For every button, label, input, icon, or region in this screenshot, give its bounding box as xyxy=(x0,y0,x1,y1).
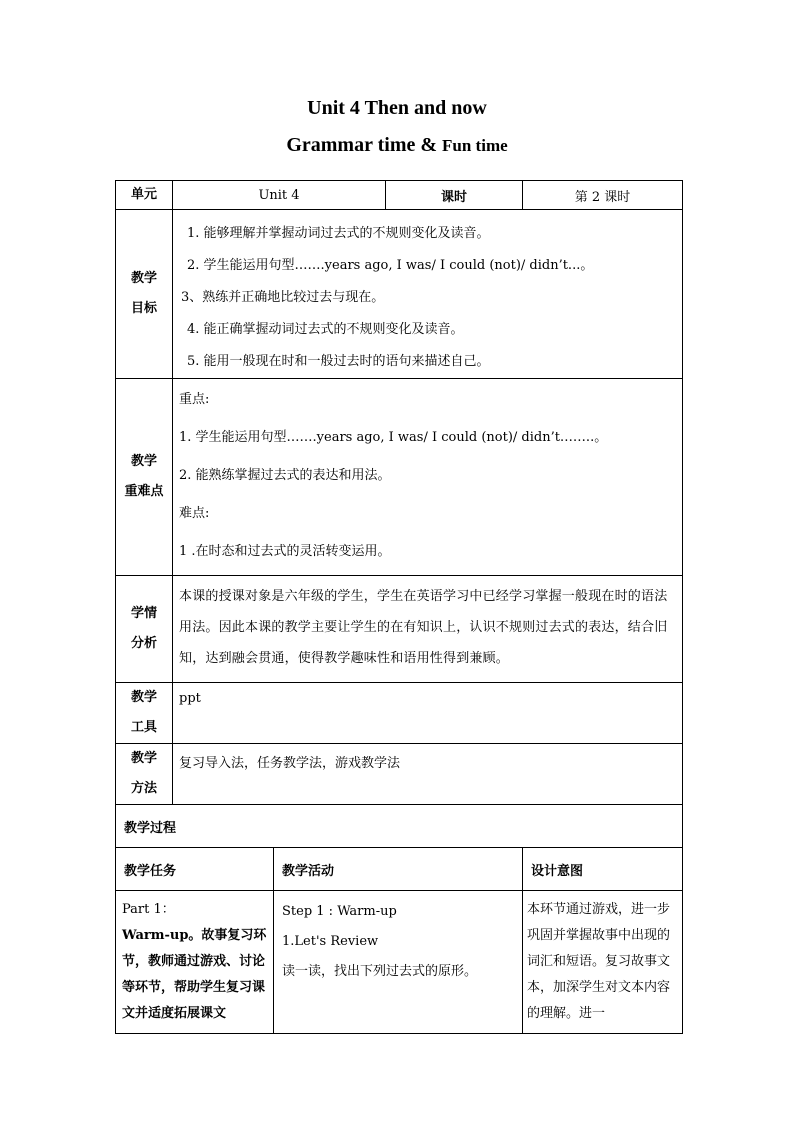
key-point-1: 1. 学生能运用句型…….years ago, I was/ I could (not)/ didn’t……..。 xyxy=(179,430,608,445)
intent-cell: 本环节通过游戏，进一步巩固并掌握故事中出现的词汇和短语。复习故事文本，加深学生对文本内容的理解。进一 xyxy=(523,891,683,1034)
objectives-label xyxy=(116,210,173,379)
process-step-row xyxy=(116,891,683,1034)
analysis-text: 本课的授课对象是六年级的学生，学生在英语学习中已经学习掌握一般现在时的语法用法。因此本课的教学主要让学生的在有知识上，认识不规则过去式的表达，结合旧知，达到融会贯通，使得教学趣味性和语用性得到兼顾。 xyxy=(173,576,683,683)
tools-value: ppt xyxy=(173,683,683,744)
unit-value: Unit 4 xyxy=(173,181,386,210)
activity-step: Step 1 : Warm-up xyxy=(282,904,397,919)
tools-label-1: 教学 xyxy=(130,690,157,705)
key-point-2: 2. 能熟练掌握过去式的表达和用法。 xyxy=(179,468,391,483)
activity-cell xyxy=(274,891,523,1034)
col-activity: 教学活动 xyxy=(274,848,523,891)
process-heading-row xyxy=(116,805,683,848)
methods-value: 复习导入法，任务教学法，游戏教学法 xyxy=(173,744,683,805)
subtitle-small: Fun time xyxy=(442,136,508,155)
key-points-row xyxy=(116,379,683,576)
activity-read: 读一读，找出下列过去式的原形。 xyxy=(282,964,478,979)
difficult-heading: 难点: xyxy=(179,506,210,521)
subtitle-main: Grammar time & xyxy=(286,134,443,156)
key-points-label-1: 教学 xyxy=(130,454,157,469)
task-desc: Warm-up。故事复习环节，教师通过游戏、讨论等环节，帮助学生复习课文并适度拓展课文 xyxy=(122,928,267,1021)
tools-label-2: 工具 xyxy=(130,720,157,735)
key-points-content xyxy=(173,379,683,576)
lesson-plan-table xyxy=(115,180,683,1034)
header-row xyxy=(116,181,683,210)
objectives-label-2: 目标 xyxy=(130,301,157,316)
analysis-row xyxy=(116,576,683,683)
task-part: Part 1： xyxy=(122,902,175,917)
analysis-label-1: 学情 xyxy=(130,606,157,621)
objective-item: 4. 能正确掌握动词过去式的不规则变化及读音。 xyxy=(187,322,464,337)
period-value: 第 2 课时 xyxy=(523,181,683,210)
objective-item: 3、熟练并正确地比较过去与现在。 xyxy=(181,290,385,305)
document-subtitle xyxy=(0,134,794,157)
methods-label-1: 教学 xyxy=(130,751,157,766)
tools-row xyxy=(116,683,683,744)
analysis-label-2: 分析 xyxy=(130,636,157,651)
key-heading: 重点: xyxy=(179,392,210,407)
col-intent: 设计意图 xyxy=(523,848,683,891)
unit-label: 单元 xyxy=(116,181,173,210)
task-cell xyxy=(116,891,274,1034)
col-task: 教学任务 xyxy=(116,848,274,891)
process-columns-row xyxy=(116,848,683,891)
key-points-label xyxy=(116,379,173,576)
objective-item: 1. 能够理解并掌握动词过去式的不规则变化及读音。 xyxy=(187,226,490,241)
methods-row xyxy=(116,744,683,805)
methods-label xyxy=(116,744,173,805)
period-label: 课时 xyxy=(386,181,523,210)
objective-item: 5. 能用一般现在时和一般过去时的语句来描述自己。 xyxy=(187,354,490,369)
objectives-content xyxy=(173,210,683,379)
objectives-row xyxy=(116,210,683,379)
activity-review: 1.Let's Review xyxy=(282,934,379,949)
difficult-point-1: 1 .在时态和过去式的灵活转变运用。 xyxy=(179,544,391,559)
objectives-label-1: 教学 xyxy=(130,271,157,286)
process-heading: 教学过程 xyxy=(116,805,683,848)
document-title: Unit 4 Then and now xyxy=(307,97,487,119)
objective-item: 2. 学生能运用句型…….years ago, I was/ I could (not)/ didn’t...。 xyxy=(187,258,594,273)
analysis-label xyxy=(116,576,173,683)
methods-label-2: 方法 xyxy=(130,781,157,796)
key-points-label-2: 重难点 xyxy=(124,484,164,499)
tools-label xyxy=(116,683,173,744)
